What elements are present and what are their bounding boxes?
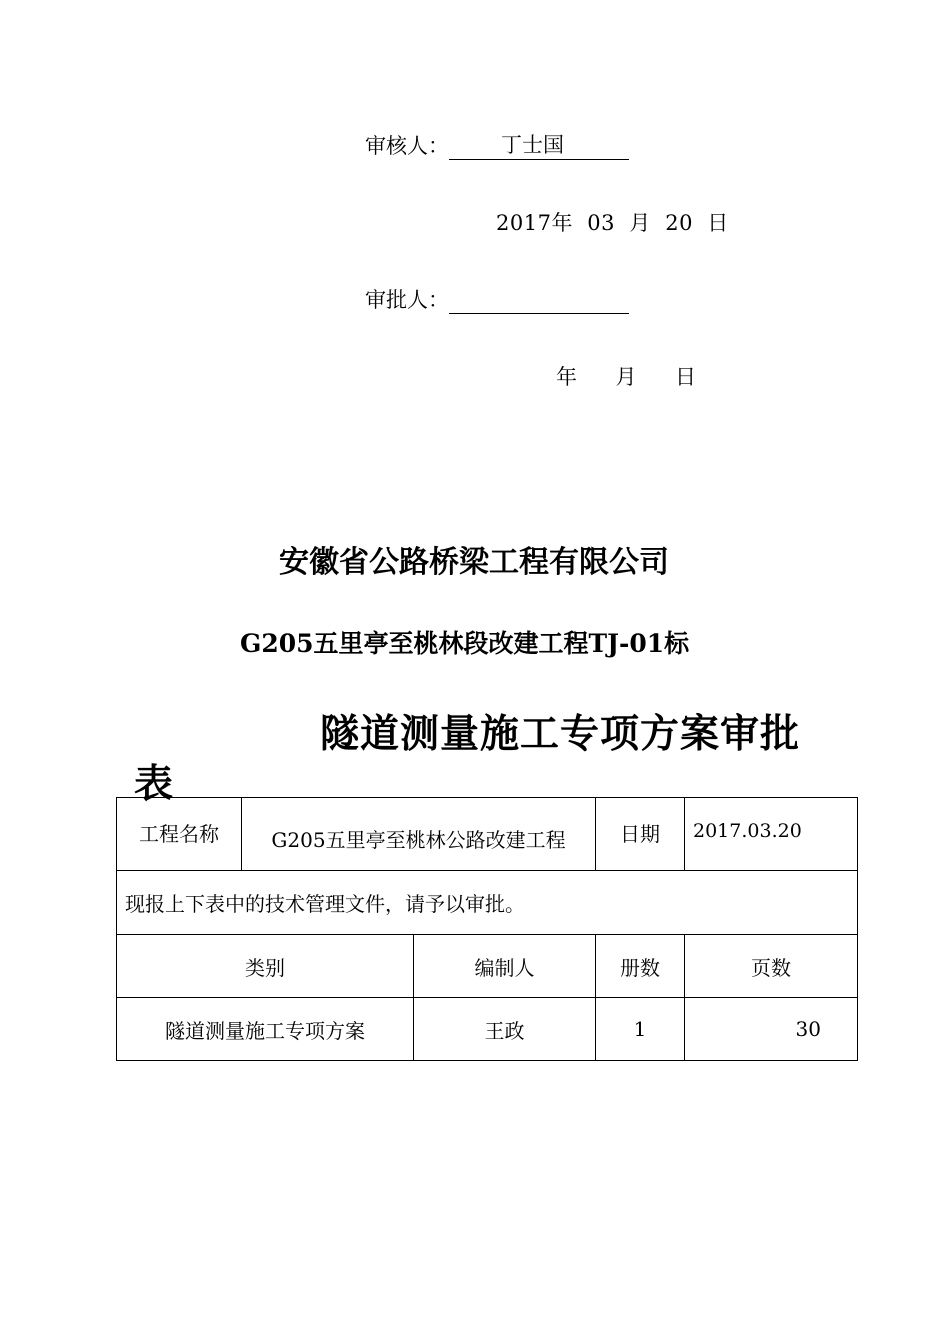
- table-row: [117, 871, 858, 935]
- approve-date-day: 日: [675, 365, 697, 389]
- column-header-author: 编制人: [414, 935, 596, 998]
- approval-table: [116, 797, 858, 1061]
- project-name-label: 工程名称: [117, 798, 242, 871]
- date-value: 2017.03.20: [685, 798, 858, 871]
- table-row: [117, 798, 858, 871]
- approver-signature-field: [449, 291, 629, 314]
- review-date: 2017年 03 月 20 日: [496, 211, 729, 235]
- reviewer-label: 审核人：: [365, 134, 449, 158]
- reviewer-line: [365, 130, 629, 160]
- approve-date: [556, 361, 697, 391]
- column-header-volumes: 册数: [596, 935, 685, 998]
- form-title-line1: 隧道测量施工专项方案审批: [320, 712, 801, 757]
- table-row: [117, 998, 858, 1061]
- cell-volumes: 1: [596, 998, 685, 1061]
- submission-text: 现报上下表中的技术管理文件，请予以审批。: [117, 871, 858, 935]
- reviewer-signature-field: [449, 133, 629, 160]
- table-header-row: [117, 935, 858, 998]
- project-name-value: G205五里亭至桃林公路改建工程: [242, 798, 596, 871]
- approve-date-year: 年: [556, 365, 578, 389]
- cell-category: 隧道测量施工专项方案: [117, 998, 414, 1061]
- approver-line: [365, 284, 629, 314]
- cell-pages: 30: [685, 998, 858, 1061]
- column-header-pages: 页数: [685, 935, 858, 998]
- project-name: G205五里亭至桃林段改建工程TJ-01标: [240, 629, 690, 658]
- reviewer-name: 丁士国: [501, 133, 564, 157]
- approver-label: 审批人：: [365, 288, 449, 312]
- column-header-category: 类别: [117, 935, 414, 998]
- approve-date-month: 月: [615, 365, 637, 389]
- cell-author: 王政: [414, 998, 596, 1061]
- form-title-line2: 表: [134, 762, 175, 807]
- company-name: 安徽省公路桥梁工程有限公司: [279, 545, 669, 580]
- date-label: 日期: [596, 798, 685, 871]
